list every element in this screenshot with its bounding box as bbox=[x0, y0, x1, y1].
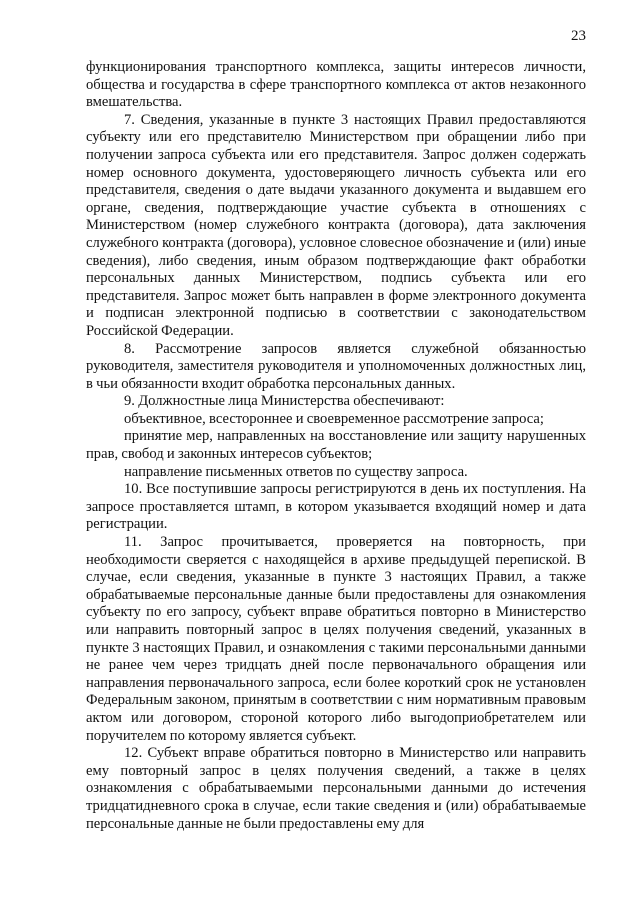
paragraph: 11. Запрос прочитывается, проверяется на повторность, при необходимости сверяется с находящейся в архиве предыдущей перепиской. В случае, если сведения, указанные в пункте 3 настоящих Правил, а также обрабатываемые персональные данные были предоставлены для ознакомления субъекту по его запросу, субъект вправе обратиться повторно в Министерство или направить повторный запрос в целях получения сведений, указанных в пункте 3 настоящих Правил, и ознакомления с такими персональными данными не ранее чем через тридцать дней после первоначального обращения или направления первоначального запроса, если более короткий срок не установлен Федеральным законом, принятым в соответствии с ним нормативным правовым актом или договором, стороной которого либо выгодоприобретателем или поручителем по которому является субъект. bbox=[86, 534, 586, 744]
paragraph: 7. Сведения, указанные в пункте 3 настоящих Правил предоставляются субъекту или его представителю Министерством при обращении либо при получении запроса субъекта или его представителя. Запрос должен содержать номер основного документа, удостоверяющего личность субъекта или его представителя, сведения о дате выдачи указанного документа и выдавшем его органе, сведения, подтверждающие участие субъекта в отношениях с Министерством (номер служебного контракта (договора), дата заключения служебного контракта (договора), условное словесное обозначение и (или) иные сведения), либо сведения, иным образом подтверждающие факт обработки персональных данных Министерством, подпись субъекта или его представителя. Запрос может быть направлен в форме электронного документа и подписан электронной подписью в соответствии с законодательством Российской Федерации. bbox=[86, 111, 586, 339]
paragraph: 8. Рассмотрение запросов является служебной обязанностью руководителя, заместителя руководителя и уполномоченных должностных лиц, в чьи обязанности входит обработка персональных данных. bbox=[86, 340, 586, 392]
paragraph: объективное, всестороннее и своевременное рассмотрение запроса; bbox=[124, 410, 544, 427]
paragraph: 9. Должностные лица Министерства обеспечивают: bbox=[124, 393, 445, 410]
paragraph: 12. Субъект вправе обратиться повторно в Министерство или направить ему повторный запрос в целях получения сведений, а также в целях ознакомления с обрабатываемыми персональными данными до истечения тридцатидневного срока в случае, если такие сведения и (или) обрабатываемые персональные данные не были предоставлены ему для bbox=[86, 745, 586, 832]
paragraph: функционирования транспортного комплекса, защиты интересов личности, общества и государства в сфере транспортного комплекса от актов незаконного вмешательства. bbox=[86, 59, 586, 111]
paragraph: направление письменных ответов по существу запроса. bbox=[124, 463, 468, 480]
page-number: 23 bbox=[571, 28, 586, 44]
paragraph: 10. Все поступившие запросы регистрируются в день их поступления. На запросе проставляется штамп, в котором указывается входящий номер и дата регистрации. bbox=[86, 481, 586, 533]
document-body bbox=[86, 59, 586, 833]
paragraph: принятие мер, направленных на восстановление или защиту нарушенных прав, свобод и законных интересов субъектов; bbox=[86, 428, 586, 463]
